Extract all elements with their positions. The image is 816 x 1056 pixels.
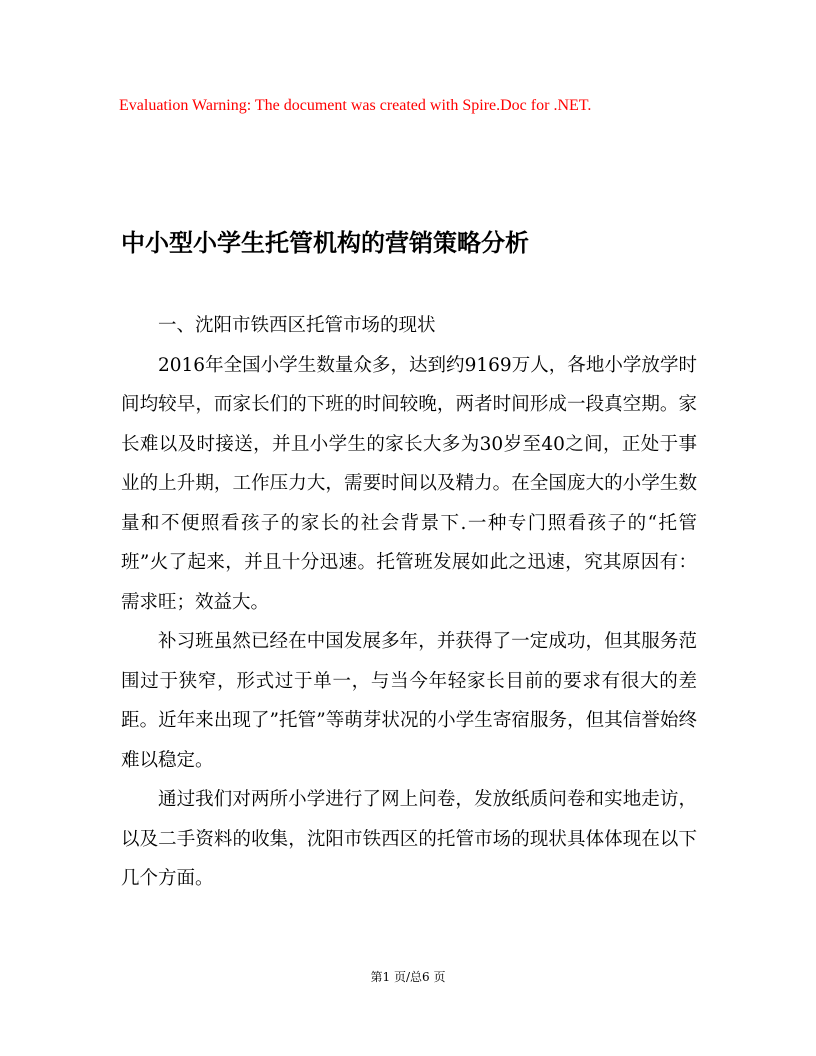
evaluation-warning: Evaluation Warning: The document was created with Spire.Doc for .NET.	[119, 97, 592, 114]
document-body	[121, 306, 697, 899]
section-heading: 一、沈阳市铁西区托管市场的现状	[158, 315, 436, 336]
body-paragraph: 通过我们对两所小学进行了网上问卷，发放纸质问卷和实地走访，以及二手资料的收集，沈阳市铁西区的托管市场的现状具体体现在以下几个方面。	[121, 789, 697, 889]
body-paragraph: 2016年全国小学生数量众多，达到约9169万人，各地小学放学时间均较早，而家长们的下班的时间较晚，两者时间形成一段真空期。家长难以及时接送，并且小学生的家长大多为30岁至40之间，正处于事业的上升期，工作压力大，需要时间以及精力。在全国庞大的小学生数量和不便照看孩子的家长的社会背景下.一种专门照看孩子的“托管班”火了起来，并且十分迅速。托管班发展如此之迅速，究其原因有：需求旺；效益大。	[121, 354, 697, 613]
body-paragraph: 补习班虽然已经在中国发展多年，并获得了一定成功，但其服务范围过于狭窄，形式过于单一，与当今年轻家长目前的要求有很大的差距。近年来出现了”托管”等萌芽状况的小学生寄宿服务，但其信誉始终难以稳定。	[121, 631, 697, 771]
page-footer: 第1 页/总6 页	[370, 970, 446, 984]
document-title: 中小型小学生托管机构的营销策略分析	[121, 228, 529, 257]
